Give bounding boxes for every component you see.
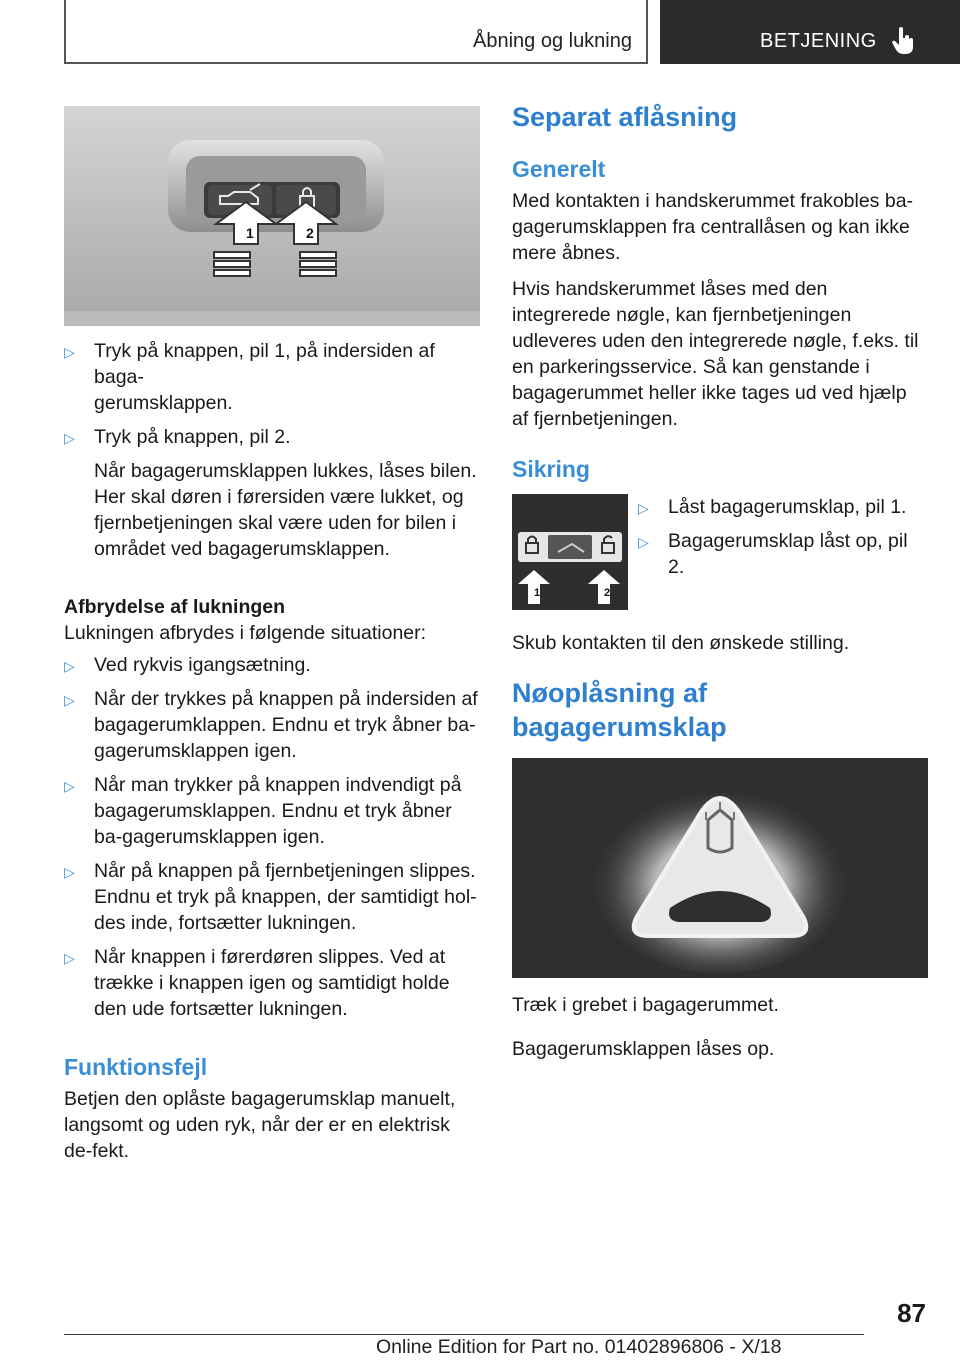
arrow-label-2: 2 — [604, 587, 611, 599]
fault-heading: Funktionsfejl — [64, 1054, 208, 1080]
fault-text: Betjen den oplåste bagagerumsklap manuelt, langsomt og uden ryk, når der er en elektrisk de-fekt. — [64, 1088, 456, 1162]
header-chapter-box — [64, 0, 648, 64]
left-column — [64, 106, 480, 1164]
list-item — [64, 772, 480, 850]
triangle-bullet-icon: ▷ — [638, 500, 649, 516]
list-item — [64, 944, 480, 1022]
general-paragraph-1: Med kontakten i handskerummet frakobles ba-gagerumsklappen fra centrallåsen og kan ikke mere åbnes. — [512, 190, 914, 264]
list-item — [64, 338, 480, 416]
arrow-label-1: 1 — [246, 225, 254, 241]
general-heading: Generelt — [512, 156, 606, 182]
list-item-text: Når på knappen på fjernbetjeningen slippes. Endnu et tryk på knappen, der samtidigt hol-des inde, fortsætter lukningen. — [94, 860, 477, 934]
hand-pointer-icon — [892, 26, 914, 54]
list-item — [638, 494, 928, 520]
triangle-bullet-icon: ▷ — [64, 344, 75, 360]
interrupt-intro: Lukningen afbrydes i følgende situationer: — [64, 622, 427, 644]
emergency-paragraph-2: Bagagerumsklappen låses op. — [512, 1038, 775, 1060]
right-column — [512, 100, 928, 1062]
header-section-tab — [660, 0, 960, 64]
step-text: Tryk på knappen, pil 2. — [94, 426, 291, 448]
list-item-text: Når knappen i førerdøren slippes. Ved at trække i knappen igen og samtidigt holde den ude fortsætter lukningen. — [94, 946, 450, 1020]
triangle-bullet-icon: ▷ — [64, 658, 75, 674]
skub-text: Skub kontakten til den ønskede stilling. — [512, 632, 850, 654]
list-item — [64, 858, 480, 936]
interrupt-list — [64, 652, 480, 1022]
step-list — [64, 338, 480, 562]
list-item — [64, 652, 480, 678]
footer-edition-text: Online Edition for Part no. 01402896806 - X/18 — [376, 1336, 782, 1358]
triangle-bullet-icon: ▷ — [64, 778, 75, 794]
step-text: Tryk på knappen, pil 1, på indersiden af baga- gerumsklappen. — [94, 340, 435, 414]
list-item-text: Når man trykker på knappen indvendigt på bagagerumsklappen. Endnu et tryk åbner ba-gagerumsklappen igen. — [94, 774, 462, 848]
list-item — [64, 686, 480, 764]
sikring-list — [638, 494, 928, 580]
arrow-label-2: 2 — [306, 225, 314, 241]
triangle-bullet-icon: ▷ — [638, 534, 649, 550]
glovebox-switch-image — [512, 494, 628, 610]
general-paragraph-2: Hvis handskerummet låses med den integrerede nøgle, kan fjernbetjeningen udleveres uden den integrerede nøgle, f.eks. til en parkeringsservice. Så kan genstande i bagagerummet heller ikke tages ud ved hjælp af fjernbetjeningen. — [512, 278, 919, 430]
emergency-release-handle-image — [512, 758, 928, 978]
list-item-text: Låst bagagerumsklap, pil 1. — [668, 496, 907, 518]
list-item — [638, 528, 928, 580]
interrupt-heading: Afbrydelse af lukningen — [64, 596, 286, 618]
list-item-text: Bagagerumsklap låst op, pil 2. — [668, 530, 908, 578]
list-item-text: Når der trykkes på knappen på indersiden af bagagerumklappen. Endnu et tryk åbner ba-gagerumsklappen igen. — [94, 688, 478, 762]
footer-divider — [64, 1334, 864, 1335]
tailgate-buttons-image — [64, 106, 480, 326]
list-item-text: Ved rykvis igangsætning. — [94, 654, 311, 676]
step-detail: Når bagagerumsklappen lukkes, låses bilen. Her skal døren i førersiden være lukket, og fjernbetjeningen skal være uden for bilen i området ved bagagerumsklappen. — [94, 460, 477, 560]
emergency-paragraph-1: Træk i grebet i bagagerummet. — [512, 994, 779, 1016]
triangle-bullet-icon: ▷ — [64, 864, 75, 880]
triangle-bullet-icon: ▷ — [64, 430, 75, 446]
sikring-block — [512, 494, 928, 620]
section-title: BETJENING — [760, 30, 877, 52]
list-item — [64, 424, 480, 450]
section-heading: Separat aflåsning — [512, 102, 738, 132]
sikring-heading: Sikring — [512, 456, 590, 482]
emergency-heading: Nøoplåsning af bagagerumsklap — [512, 678, 727, 742]
triangle-bullet-icon: ▷ — [64, 950, 75, 966]
page-number: 87 — [897, 1298, 926, 1328]
triangle-bullet-icon: ▷ — [64, 692, 75, 708]
chapter-title: Åbning og lukning — [472, 30, 632, 52]
arrow-label-1: 1 — [534, 587, 541, 599]
